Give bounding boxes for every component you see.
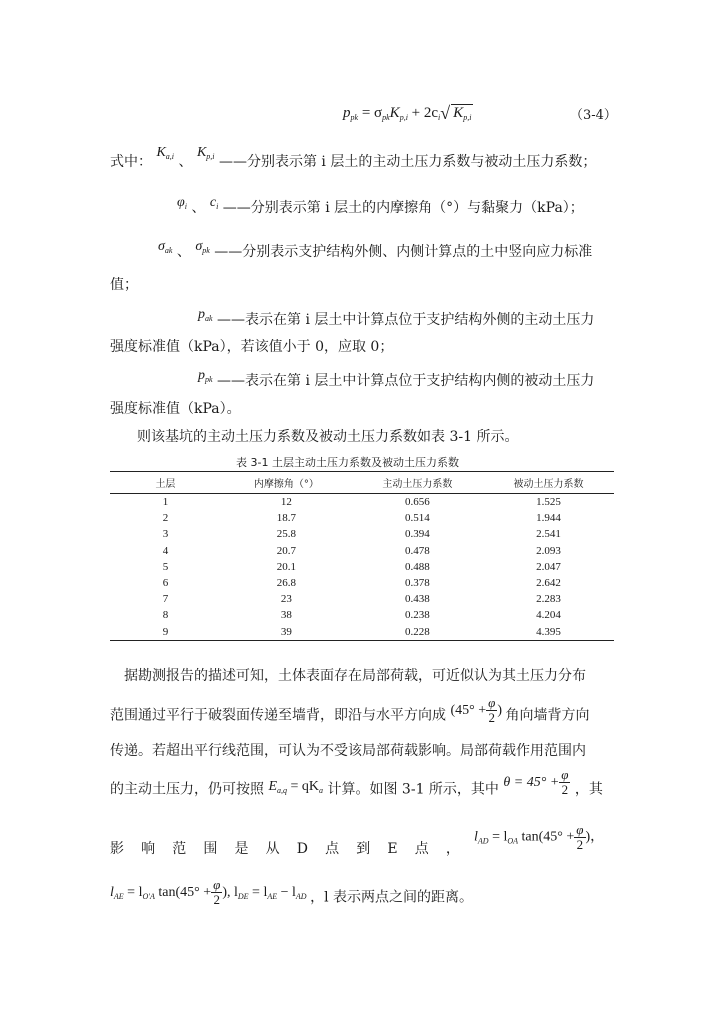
def2-sym-a-sub: i bbox=[184, 202, 187, 211]
table-header-row bbox=[110, 472, 614, 494]
lad-end: )， bbox=[585, 829, 605, 845]
lde-ae-sub: AE bbox=[267, 891, 278, 901]
word: 点 bbox=[325, 841, 340, 857]
word: 是 bbox=[234, 841, 249, 857]
equation-number: （3-4） bbox=[570, 108, 617, 123]
def1-sym-a: K bbox=[156, 145, 166, 160]
def3-sym-a: σ bbox=[158, 239, 165, 254]
word: 围 bbox=[203, 841, 218, 857]
cell: 0.438 bbox=[405, 593, 430, 606]
cell: 25.8 bbox=[276, 528, 297, 541]
lde-ad-sub: AD bbox=[295, 891, 307, 901]
soil-coefficients-table bbox=[110, 471, 614, 641]
para-line-2-text-b: 角向墙背方向 bbox=[505, 707, 590, 724]
lae-l-sub: AE bbox=[113, 891, 124, 901]
eq-plus: + 2c bbox=[411, 105, 439, 121]
eq-root bbox=[451, 104, 473, 122]
eq-lad bbox=[474, 823, 604, 852]
cell: 0.656 bbox=[405, 496, 430, 509]
table-row bbox=[110, 575, 614, 591]
cell: 39 bbox=[221, 624, 352, 641]
word: ， bbox=[445, 841, 460, 857]
def1-sym-a-sub: a,i bbox=[165, 152, 175, 161]
def3-text: ——分别表示支护结构外侧、内侧计算点的土中竖向应力标准 bbox=[214, 244, 593, 260]
lae-l: l bbox=[110, 884, 114, 900]
equation-3-4 bbox=[343, 101, 473, 122]
table-caption: 表 3-1 土层主动土压力系数及被动土压力系数 bbox=[236, 456, 459, 469]
angle-post: ) bbox=[497, 702, 502, 718]
table-row bbox=[110, 607, 614, 623]
definition-3-continued: 值； bbox=[110, 277, 138, 293]
def3-sep: 、 bbox=[176, 244, 191, 260]
theta-num: φ bbox=[561, 767, 569, 782]
definition-5 bbox=[198, 368, 595, 395]
word: 点 bbox=[414, 841, 429, 857]
cell: 0.478 bbox=[405, 544, 430, 557]
cell: 20.1 bbox=[276, 560, 297, 573]
table-row bbox=[110, 591, 614, 607]
header-soil-layer: 土层 bbox=[110, 472, 221, 494]
para-line-4 bbox=[110, 768, 603, 800]
lde-mid: ), l bbox=[222, 884, 238, 900]
cell: 2.047 bbox=[536, 560, 561, 573]
angle-num: φ bbox=[488, 695, 496, 710]
cell: 2.283 bbox=[536, 593, 561, 606]
def2-sym-b: c bbox=[209, 195, 217, 210]
def2-sym-a: φ bbox=[177, 195, 185, 210]
eq-c-sub: i bbox=[438, 113, 441, 122]
cell: 0.238 bbox=[405, 609, 430, 622]
para-line-5 bbox=[110, 840, 460, 858]
angle-den: 2 bbox=[488, 710, 495, 725]
table-row bbox=[110, 494, 614, 511]
cell: 4.395 bbox=[483, 624, 614, 641]
def2-sep: 、 bbox=[191, 200, 206, 216]
definition-2 bbox=[177, 195, 584, 222]
def3-sym-b: σ bbox=[195, 239, 203, 254]
definition-5-continued: 强度标准值（kPa）。 bbox=[110, 401, 241, 417]
def1-sym-b-sub: p,i bbox=[206, 152, 215, 161]
definition-1 bbox=[110, 145, 597, 176]
cell: 4 bbox=[162, 544, 169, 557]
eq-k-sub: p,i bbox=[399, 113, 408, 122]
lae-den: 2 bbox=[213, 892, 220, 907]
eq-lhs: p bbox=[343, 105, 351, 121]
header-active-coefficient: 主动土压力系数 bbox=[352, 472, 483, 494]
cell: 9 bbox=[110, 624, 221, 641]
def5-sym-sub: pk bbox=[205, 375, 213, 384]
eq-k: K bbox=[389, 105, 400, 121]
cell: 0.378 bbox=[405, 577, 430, 590]
table-row bbox=[110, 543, 614, 559]
eq-lae-lde bbox=[110, 877, 310, 907]
cell: 26.8 bbox=[276, 577, 297, 590]
lae-oa-sub: O'A bbox=[142, 891, 155, 901]
para-line-4-text-a: 的主动土压力，仍可按照 bbox=[110, 781, 264, 798]
para-line-4-text-c: ，其 bbox=[574, 781, 603, 798]
para-line-1: 据勘测报告的描述可知，土体表面存在局部荷载，可近似认为其土压力分布 bbox=[124, 668, 586, 684]
cell: 1 bbox=[162, 496, 169, 509]
lae-num: φ bbox=[213, 877, 221, 892]
definition-4-continued: 强度标准值（kPa），若该值小于 0，应取 0； bbox=[110, 339, 394, 355]
theta-den: 2 bbox=[561, 782, 569, 797]
sqrt-icon: √ bbox=[440, 103, 451, 123]
lad-tan: tan(45° + bbox=[521, 829, 575, 845]
angle-expression bbox=[450, 695, 505, 725]
cell: 0.488 bbox=[405, 560, 430, 573]
word: 到 bbox=[356, 841, 371, 857]
para-line-2 bbox=[110, 696, 589, 725]
lad-l: l bbox=[474, 829, 478, 845]
lad-num: φ bbox=[576, 822, 584, 837]
para-line-4-text-b: 计算。如图 3-1 所示，其中 bbox=[327, 781, 499, 798]
lad-mid: = l bbox=[492, 829, 508, 845]
eaq-rest: = qK bbox=[290, 778, 320, 794]
cell: 2.093 bbox=[536, 544, 561, 557]
cell: 1.525 bbox=[536, 496, 561, 509]
eq-theta bbox=[503, 767, 570, 797]
eaq-e-sub: a,q bbox=[277, 785, 288, 795]
angle-pre: (45° + bbox=[450, 702, 487, 718]
cell: 7 bbox=[162, 593, 169, 606]
def4-text: ——表示在第 i 层土中计算点位于支护结构外侧的主动土压力 bbox=[217, 312, 595, 328]
def3-sym-a-sub: ak bbox=[164, 246, 173, 255]
cell: 2.642 bbox=[536, 577, 561, 590]
cell: 5 bbox=[162, 560, 169, 573]
table-row bbox=[110, 526, 614, 542]
cell: 0.228 bbox=[352, 624, 483, 641]
table-row bbox=[110, 510, 614, 526]
word: 影 bbox=[110, 841, 124, 857]
lad-den: 2 bbox=[576, 837, 584, 852]
eq-equals: = σ bbox=[361, 105, 383, 121]
cell: 0.394 bbox=[405, 528, 430, 541]
word: 从 bbox=[265, 841, 280, 857]
para-line-6 bbox=[110, 878, 473, 907]
table-row bbox=[110, 624, 614, 641]
eq-lhs-sub: pk bbox=[350, 113, 359, 122]
para-line-3: 传递。若超出平行线范围，可认为不受该局部荷载影响。局部荷载作用范围内 bbox=[110, 743, 586, 759]
def1-text: ——分别表示第 i 层土的主动土压力系数与被动土压力系数； bbox=[218, 154, 597, 170]
cell: 8 bbox=[162, 609, 169, 622]
definition-4 bbox=[198, 307, 595, 334]
eq-root-sub: p,i bbox=[463, 113, 472, 122]
eaq-e: E bbox=[268, 778, 278, 794]
cell: 2 bbox=[162, 512, 169, 525]
word: D bbox=[296, 841, 308, 857]
cell: 23 bbox=[280, 593, 292, 606]
lde-sub: DE bbox=[237, 891, 249, 901]
lde-eq: = l bbox=[252, 884, 268, 900]
word: E bbox=[387, 841, 398, 857]
cell: 4.204 bbox=[536, 609, 561, 622]
def2-text: ——分别表示第 i 层土的内摩擦角（°）与黏聚力（kPa）； bbox=[222, 200, 584, 216]
def1-sep: 、 bbox=[178, 154, 193, 170]
eq-eaq bbox=[268, 779, 323, 794]
lae-tan: tan(45° + bbox=[158, 884, 212, 900]
eaq-k-sub: a bbox=[319, 785, 324, 795]
definition-3 bbox=[158, 239, 593, 266]
lad-oa-sub: OA bbox=[507, 836, 519, 846]
def5-sym: p bbox=[198, 368, 205, 383]
cell: 18.7 bbox=[276, 512, 297, 525]
cell: 1.944 bbox=[536, 512, 561, 525]
table-row bbox=[110, 559, 614, 575]
header-friction-angle: 内摩擦角（°） bbox=[221, 472, 352, 494]
cell: 0.514 bbox=[405, 512, 430, 525]
def4-sym: p bbox=[198, 307, 205, 322]
header-passive-coefficient: 被动土压力系数 bbox=[483, 472, 614, 494]
word: 响 bbox=[141, 841, 156, 857]
cell: 2.541 bbox=[536, 528, 561, 541]
def3-sym-b-sub: pk bbox=[202, 246, 210, 255]
cell: 6 bbox=[162, 577, 169, 590]
lae-eq: = l bbox=[127, 884, 143, 900]
def1-sym-b: K bbox=[196, 145, 207, 160]
lad-l-sub: AD bbox=[477, 836, 489, 846]
table-intro: 则该基坑的主动土压力系数及被动土压力系数如表 3-1 所示。 bbox=[137, 429, 519, 445]
word: 范 bbox=[172, 841, 187, 857]
eq-root-k: K bbox=[453, 105, 464, 121]
cell: 3 bbox=[162, 528, 169, 541]
cell: 20.7 bbox=[276, 544, 297, 557]
eq-sigma-sub: pk bbox=[382, 113, 390, 122]
cell: 38 bbox=[280, 609, 292, 622]
def5-text: ——表示在第 i 层土中计算点位于支护结构内侧的被动土压力 bbox=[217, 373, 595, 389]
def4-sym-sub: ak bbox=[205, 314, 213, 323]
cell: 12 bbox=[280, 496, 292, 509]
theta-expr: θ = 45° + bbox=[503, 774, 560, 790]
lde-minus: − l bbox=[280, 884, 296, 900]
def2-sym-b-sub: i bbox=[216, 202, 219, 211]
para-line-6-text: ，l 表示两点之间的距离。 bbox=[310, 889, 474, 906]
para-line-2-text-a: 范围通过平行于破裂面传递至墙背，即沿与水平方向成 bbox=[110, 707, 446, 724]
def1-prefix: 式中： bbox=[110, 154, 152, 170]
